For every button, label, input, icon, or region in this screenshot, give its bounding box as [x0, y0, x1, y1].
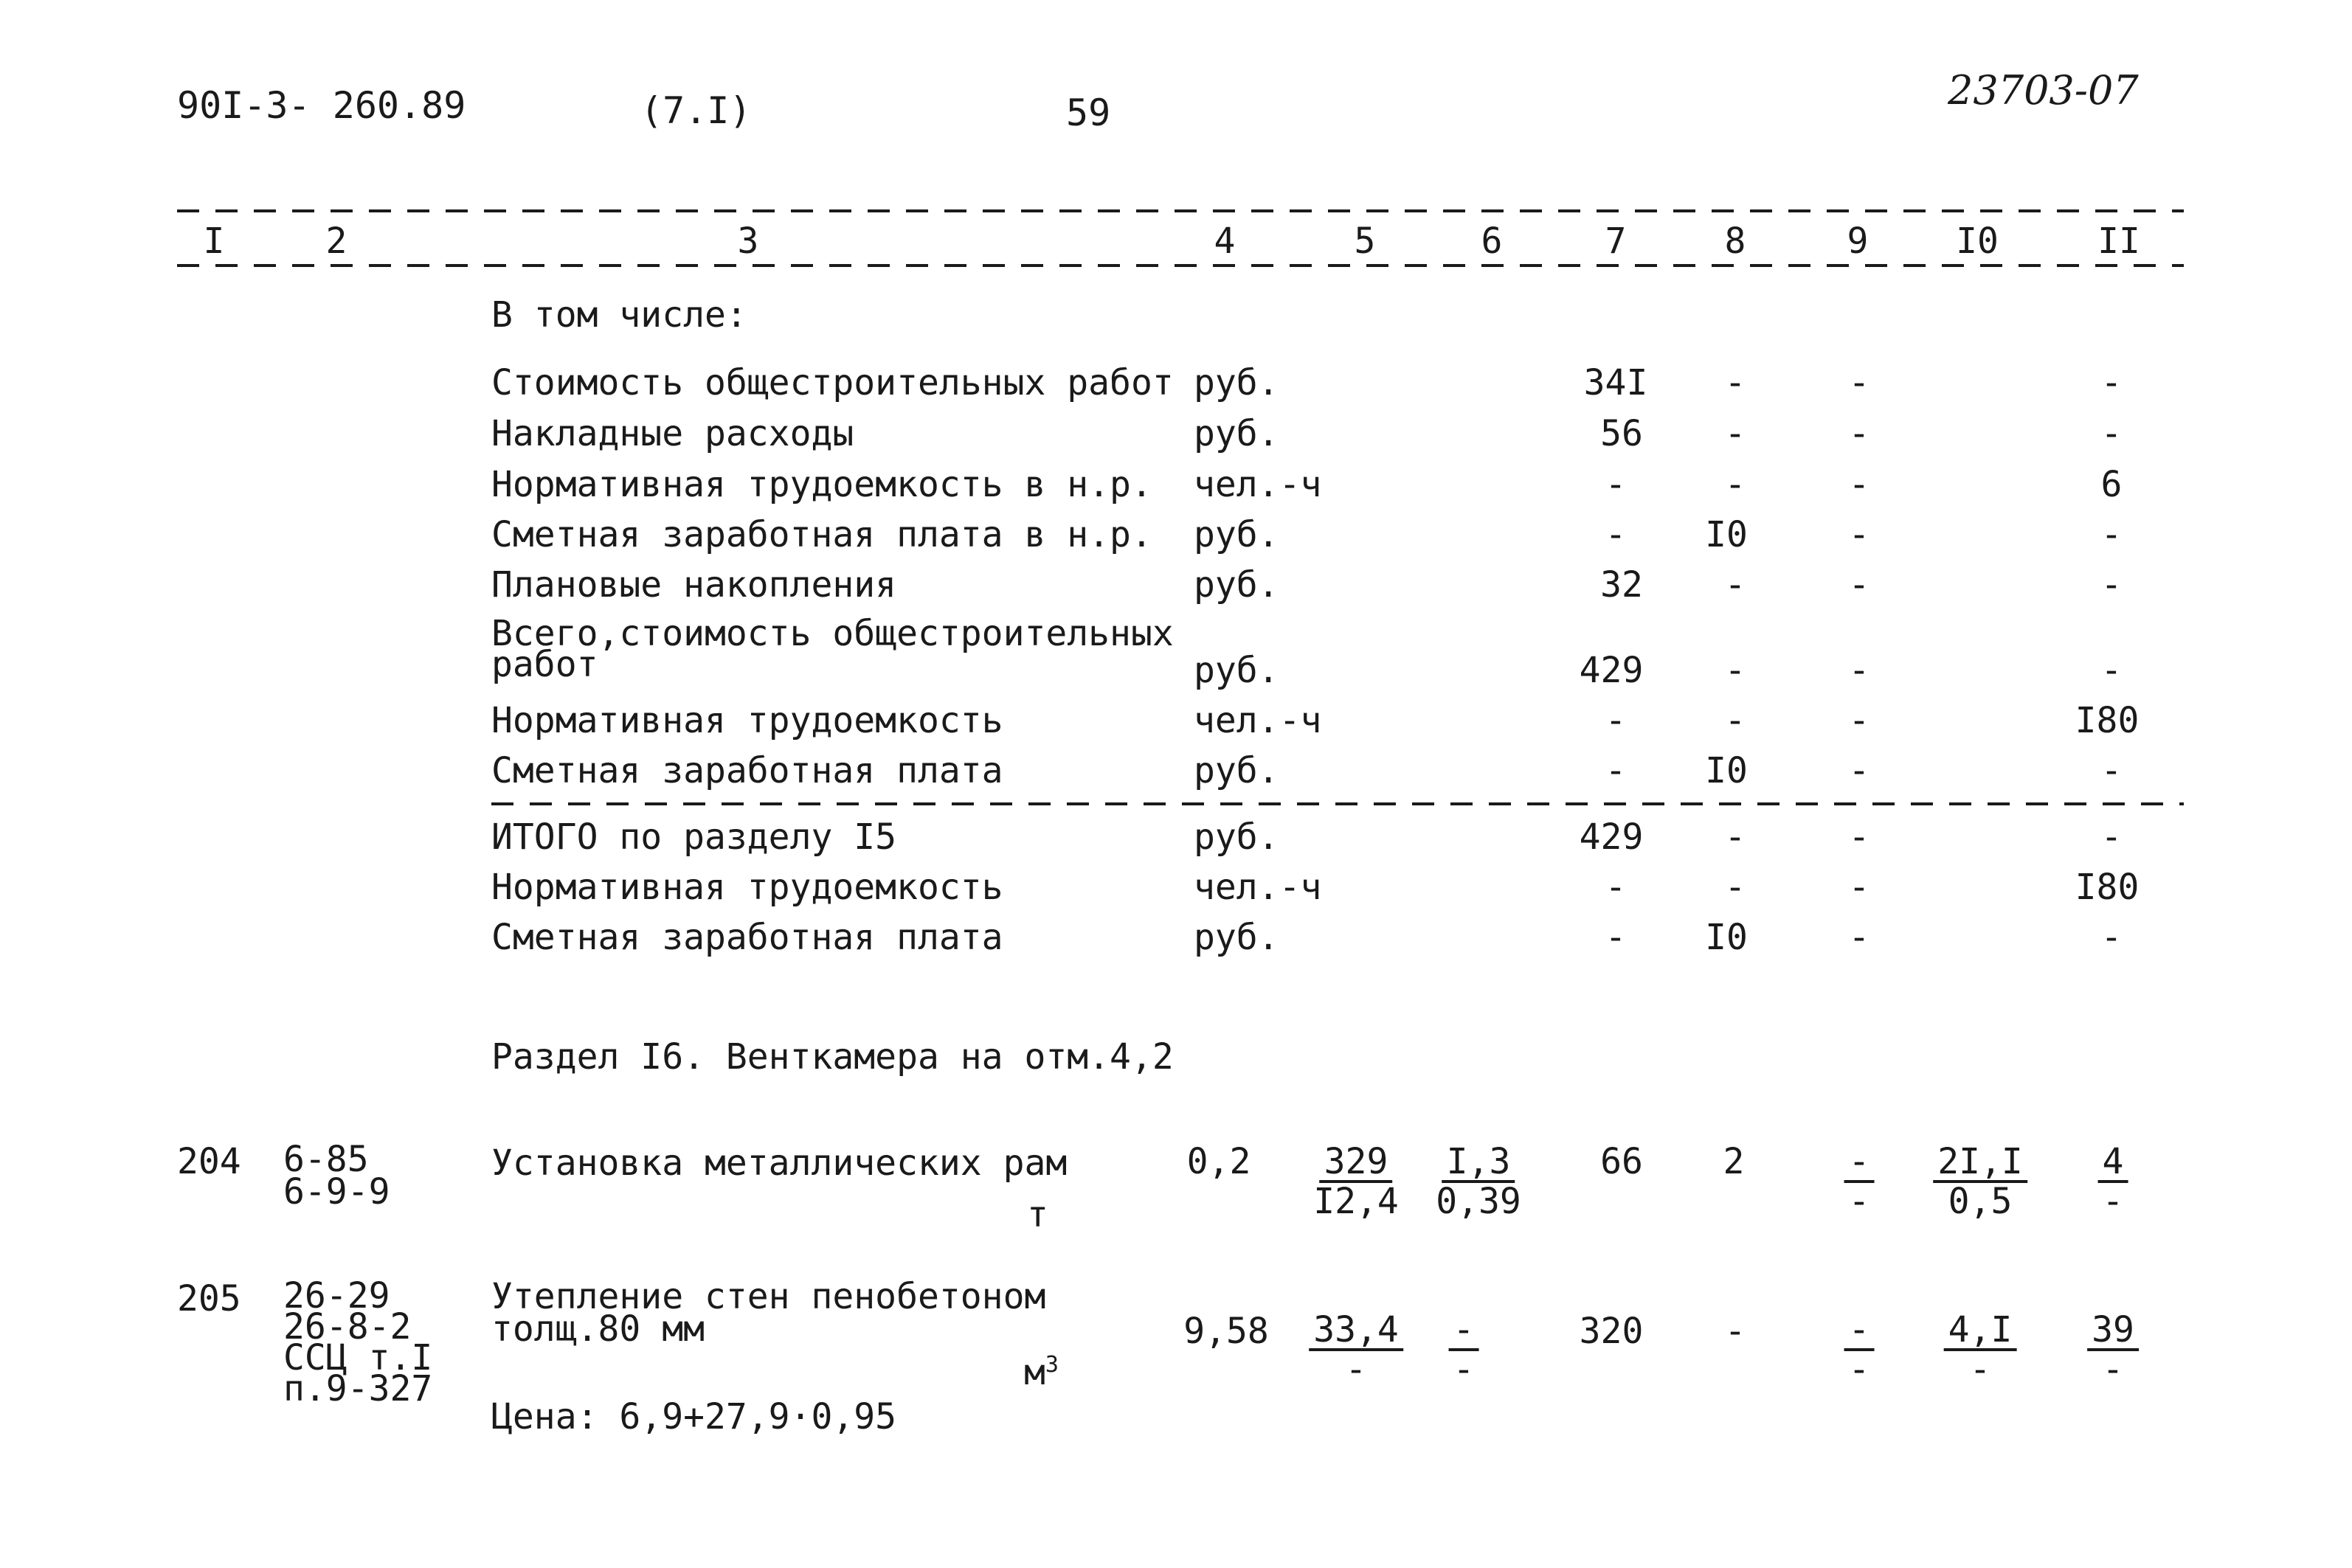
- fraction-bottom: -: [1848, 1349, 1870, 1390]
- row-col8: -: [1724, 362, 1746, 403]
- row-name: Сметная заработная плата: [491, 750, 1003, 791]
- row-col9: -: [1848, 750, 1870, 791]
- row-name: Нормативная трудоемкость: [491, 867, 1003, 908]
- item-code: 6-9-9: [283, 1171, 390, 1213]
- item-col9: [1844, 1143, 1875, 1220]
- item-col10: [1933, 1143, 2027, 1220]
- row-col7: -: [1605, 750, 1627, 791]
- col-header-10: I0: [1956, 221, 1999, 262]
- fraction-top: 329: [1320, 1143, 1393, 1183]
- item-name: Утепление стен пенобетоном: [491, 1276, 1046, 1317]
- fraction-bottom: -: [2102, 1181, 2124, 1222]
- row-unit: руб.: [1194, 413, 1279, 454]
- row-col11: -: [2100, 917, 2123, 958]
- row-col8: -: [1724, 816, 1746, 858]
- fraction-bottom: 0,39: [1436, 1181, 1521, 1222]
- row-name: Плановые накопления: [491, 564, 897, 606]
- row-col11: -: [2100, 413, 2123, 454]
- row-col8: -: [1724, 564, 1746, 606]
- fraction-bottom: -: [1969, 1349, 1991, 1390]
- page-number: 59: [1066, 91, 1111, 134]
- item-code: п.9-327: [283, 1368, 433, 1409]
- item-number: 205: [177, 1278, 241, 1319]
- row-col11: -: [2100, 514, 2123, 555]
- section-title: Раздел I6. Венткамера на отм.4,2: [491, 1036, 1174, 1078]
- col-header-3: 3: [737, 221, 759, 262]
- fraction-bottom: -: [1848, 1181, 1870, 1222]
- row-col8: I0: [1705, 750, 1748, 791]
- doc-number: 90I-3- 260.89: [177, 84, 466, 127]
- item-code: ССЦ т.I: [283, 1337, 433, 1378]
- item-col5: [1309, 1311, 1403, 1388]
- row-col9: -: [1848, 564, 1870, 606]
- row-name: Всего,стоимость общестроительных: [491, 613, 1174, 654]
- item-code: 26-29: [283, 1275, 390, 1317]
- item-col10: [1944, 1311, 2017, 1388]
- col-header-1: I: [203, 221, 225, 262]
- col-header-6: 6: [1481, 221, 1503, 262]
- row-col11: -: [2100, 750, 2123, 791]
- item-unit: т: [1027, 1194, 1048, 1235]
- col-header-9: 9: [1847, 221, 1869, 262]
- header-rule-top: [177, 209, 2184, 212]
- intro-label: В том числе:: [491, 294, 747, 336]
- fraction-top: 33,4: [1309, 1311, 1403, 1351]
- item-col8: -: [1724, 1311, 1746, 1352]
- fraction-top: 4: [2098, 1143, 2128, 1183]
- row-col7: 56: [1600, 413, 1643, 454]
- col-header-8: 8: [1724, 221, 1746, 262]
- item-code: 6-85: [283, 1139, 369, 1180]
- row-name-cont: работ: [491, 644, 598, 685]
- unit-exponent: 3: [1045, 1352, 1059, 1378]
- fraction-top: 4,I: [1944, 1311, 2017, 1351]
- item-col5: [1313, 1143, 1399, 1220]
- col-header-2: 2: [325, 221, 347, 262]
- fraction-top: -: [1844, 1143, 1875, 1183]
- row-col7: -: [1605, 700, 1627, 741]
- row-col9: -: [1848, 816, 1870, 858]
- fraction-top: 2I,I: [1933, 1143, 2027, 1183]
- price-note: Цена: 6,9+27,9·0,95: [491, 1396, 897, 1437]
- row-col11: -: [2100, 564, 2123, 606]
- item-name: Установка металлических рам: [491, 1142, 1068, 1184]
- row-col8: -: [1724, 413, 1746, 454]
- row-col7: -: [1605, 917, 1627, 958]
- row-col7: -: [1605, 464, 1627, 505]
- row-name: Накладные расходы: [491, 413, 854, 454]
- fraction-top: -: [1844, 1311, 1875, 1351]
- row-name: ИТОГО по разделу I5: [491, 816, 897, 858]
- row-col11: 6: [2100, 464, 2123, 505]
- row-unit: руб.: [1194, 514, 1279, 555]
- row-col7: 429: [1579, 650, 1644, 691]
- row-name: Сметная заработная плата: [491, 917, 1003, 958]
- row-col7: -: [1605, 514, 1627, 555]
- col-header-5: 5: [1354, 221, 1376, 262]
- row-col9: -: [1848, 917, 1870, 958]
- item-col11: [2098, 1143, 2128, 1220]
- row-unit: руб.: [1194, 650, 1279, 691]
- row-name: Стоимость общестроительных работ: [491, 362, 1174, 403]
- fraction-top: 39: [2087, 1311, 2139, 1351]
- fraction-bottom: -: [2102, 1349, 2124, 1390]
- row-col7: -: [1605, 867, 1627, 908]
- row-col8: -: [1724, 464, 1746, 505]
- row-col8: I0: [1705, 917, 1748, 958]
- row-name: Сметная заработная плата в н.р.: [491, 514, 1152, 555]
- col-header-7: 7: [1605, 221, 1627, 262]
- item-col9: [1844, 1311, 1875, 1388]
- fraction-bottom: -: [1345, 1349, 1367, 1390]
- row-name: Нормативная трудоемкость в н.р.: [491, 464, 1152, 505]
- fraction-bottom: -: [1453, 1349, 1475, 1390]
- row-col9: -: [1848, 650, 1870, 691]
- col-header-4: 4: [1214, 221, 1236, 262]
- row-unit: руб.: [1194, 564, 1279, 606]
- item-code: 26-8-2: [283, 1306, 412, 1347]
- row-col7: 429: [1579, 816, 1644, 858]
- item-col11: [2087, 1311, 2139, 1388]
- row-col11: I80: [2075, 700, 2140, 741]
- fraction-top: -: [1449, 1311, 1479, 1351]
- row-col9: -: [1848, 464, 1870, 505]
- item-col6: [1436, 1143, 1521, 1220]
- col-header-11: II: [2097, 221, 2140, 262]
- item-col4: 9,58: [1183, 1311, 1269, 1352]
- row-col11: -: [2100, 816, 2123, 858]
- row-col9: -: [1848, 867, 1870, 908]
- item-col6: [1449, 1311, 1479, 1388]
- row-unit: чел.-ч: [1194, 700, 1322, 741]
- row-col11: I80: [2075, 867, 2140, 908]
- row-col7: 32: [1600, 564, 1643, 606]
- item-name-cont: толщ.80 мм: [491, 1308, 705, 1350]
- row-unit: руб.: [1194, 750, 1279, 791]
- item-number: 204: [177, 1141, 241, 1182]
- fraction-bottom: I2,4: [1313, 1181, 1399, 1222]
- row-col9: -: [1848, 700, 1870, 741]
- subtotal-rule: [491, 802, 2184, 805]
- item-col4: 0,2: [1186, 1141, 1251, 1182]
- row-unit: чел.-ч: [1194, 867, 1322, 908]
- item-col8: 2: [1723, 1141, 1745, 1182]
- item-col7: 320: [1579, 1311, 1644, 1352]
- row-unit: руб.: [1194, 362, 1279, 403]
- row-col7: 34I: [1583, 362, 1648, 403]
- header-rule-bottom: [177, 264, 2184, 267]
- fraction-top: I,3: [1442, 1143, 1515, 1183]
- row-unit: руб.: [1194, 917, 1279, 958]
- row-col9: -: [1848, 514, 1870, 555]
- row-col9: -: [1848, 362, 1870, 403]
- section-code: (7.I): [640, 89, 752, 132]
- fraction-bottom: 0,5: [1948, 1181, 2013, 1222]
- unit-base: м: [1024, 1352, 1045, 1393]
- item-col7: 66: [1600, 1141, 1643, 1182]
- row-col9: -: [1848, 413, 1870, 454]
- row-name: Нормативная трудоемкость: [491, 700, 1003, 741]
- row-col11: -: [2100, 362, 2123, 403]
- handwritten-stamp: 23703-07: [1948, 67, 2139, 114]
- row-col11: -: [2100, 650, 2123, 691]
- row-col8: I0: [1705, 514, 1748, 555]
- item-unit: [1024, 1347, 1059, 1391]
- row-col8: -: [1724, 867, 1746, 908]
- row-unit: чел.-ч: [1194, 464, 1322, 505]
- row-col8: -: [1724, 650, 1746, 691]
- row-col8: -: [1724, 700, 1746, 741]
- row-unit: руб.: [1194, 816, 1279, 858]
